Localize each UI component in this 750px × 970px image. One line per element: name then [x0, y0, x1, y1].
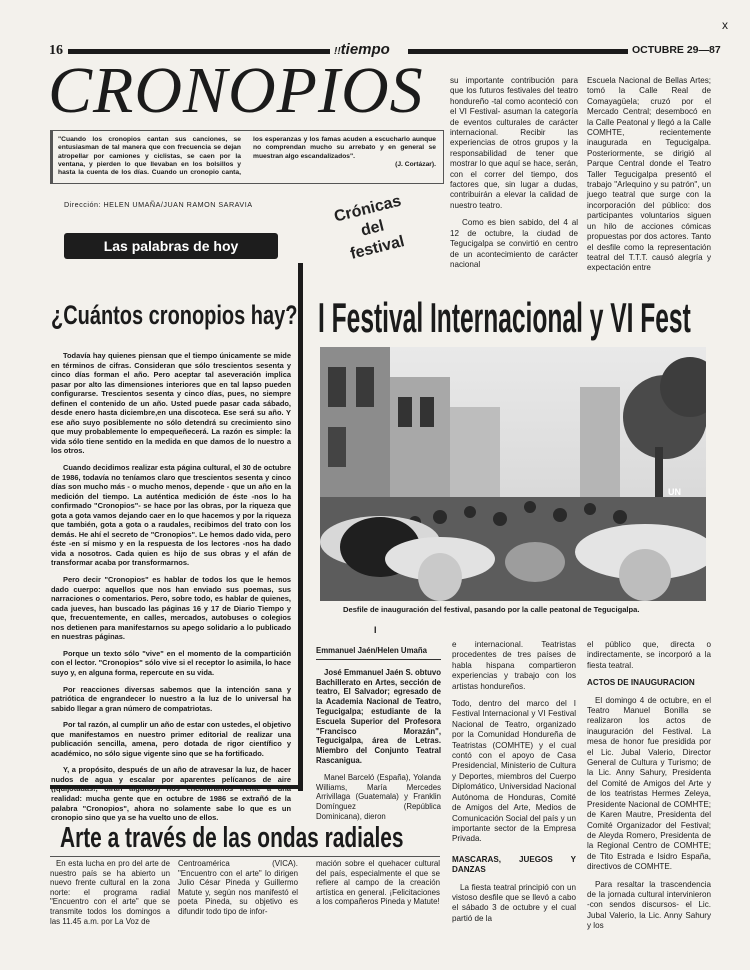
top-column-2	[587, 76, 711, 281]
festival-headline: I Festival Internacional y VI Fest	[318, 294, 691, 341]
festival-column-2-p2: Todo, dentro del marco del I Festival Internacional y VI Festival Nacional de Teatro, organizado por la Comunidad Hondureña de Teatristas (COMHTE) y el cual contó con el apoyo de Casa Presidencial, Ministerio de Cultura y Deportes, miembros del Cuerpo Diplomático, Universidad Nacional Autónoma de Honduras, Comité de Amigos del Arte, Medios de Comunicación Social del país y un importante sector de la Empresa Privada.	[452, 699, 576, 844]
epigraph-author: (J. Cortázar).	[395, 160, 436, 168]
editorial-p6: Por tal razón, al cumplir un año de estar con ustedes, el objetivo que manifestamos en nuestro primer editorial de realizar una publicación sencilla, amena, pero dotada de rigor científico y académico, no sólo sigue vigente sino que se ha fortificado.	[51, 720, 291, 758]
top-column-1-p1: su importante contribución para que los futuros festivales del teatro hondureño -tal como aconteció con el VI Festival- asuman la categoría de eventos culturales de carácter internacional. Recibir las experiencias de otros grupos y la responsabilidad de tener que mostrar lo que aquí se hace, serán, con el correr del tiempo, dos factores que, sin lugar a dudas, contribuirán a elevar la calidad de nuestro teatro.	[450, 76, 578, 210]
festival-photo-image	[320, 347, 706, 601]
festival-column-2	[452, 640, 576, 931]
editorial-headline: ¿Cuántos cronopios hay?	[51, 300, 298, 330]
festival-column-3	[587, 640, 711, 939]
epigraph-quote: "Cuando los cronopios cantan sus canciones, se entusiasman de tal manera que con frecuencia se dejan atropellar por camiones y ciclistas, se caen por la ventana, y pierden lo que llevaban en los bolsillos y hasta la cuenta de los días. Cuando un cronopio canta, los esperanzas y los famas acuden a escucharlo aunque no comprendan mucho su arrebato y en general se muestran algo escandalizados".	[58, 136, 436, 177]
editorial-p2: Cuando decidimos realizar esta página cultural, el 30 de octubre de 1986, todavía no teníamos claro que trescientos sesenta y cinco días son mucho más - o mucho menos, depende - que un año en la medición del tiempo. La auténtica medición de éste -nos lo ha confirmado "Cronopios"- se hace por las obras, por la riqueza que gota a gota vamos dejando caer en lo que hacemos y por la riqueza que también, gota a gota o a raudales, recibimos del trato con los demás. He ahí el secreto de "Cronopios". Le hemos dado vida, pero éste -en sí mismo y en la respuesta de los lectores -nos ha dado vida a nosotros. Cada quien es hijo de sus obras y el afán de transformar acaba por transformarnos.	[51, 463, 291, 568]
radio-column-2-text: Centroamérica (VICA). "Encuentro con el arte" lo dirigen Julio César Pineda y Guillermo Matute y, según nos manifestó el poeta Pineda, su objetivo es difundir todo tipo de infor-	[178, 859, 298, 916]
corner-mark: x	[722, 18, 728, 32]
festival-column-1-tail: Manel Barceló (España), Yolanda Williams, María Mercedes Arrivillaga (Guatemala) y Franklin Domínguez (República Dominicana), dieron	[316, 772, 441, 821]
festival-photo	[320, 347, 706, 601]
header-rule-right	[408, 49, 628, 54]
editorial-p1: Todavía hay quienes piensan que el tiempo únicamente se mide en términos de cifras. Consideran que sólo trescientos sesenta y cinco días forman el año. Pero aceptar tal aseveración implica pasar por alto las dimensiones interiores que en tal lapso pueden configurarse. Trescientos sesenta y cinco días, pues, no siempre definen el contenido de un año. Usted puede pasar cada sábado, desde enero hasta diciembre,en una discoteca. Ese será su año. Y ese año suyo posiblemente no sólo detendrá su crecimiento sino que muy probablemente lo empequeñecerá. La razón es simple: la vida sólo tiene sentido en la medida en que damos de lo nuestro a los otros.	[51, 351, 291, 456]
radio-column-1-text: En esta lucha en pro del arte de nuestro país se ha abierto un nuevo frente cultural en la zona norte: el programa radial "Encuentro con el arte" que se transmite todos los domingos a las 11.45 a.m. por La Voz de	[50, 859, 170, 926]
festival-subhead-inauguracion: ACTOS DE INAUGURACION	[587, 678, 695, 688]
festival-column-3-p3: Para resaltar la trascendencia de la jornada cultural intervinieron -con sendos discursos- el Lic. Jubal Valerio, la Lic. Anny Sahury y los	[587, 879, 711, 931]
radio-headline: Arte a través de las ondas radiales	[60, 822, 404, 854]
festival-column-3-p1: el público que, directa o indirectamente, se incorporó a la fiesta teatral.	[587, 640, 711, 670]
festival-column-2-p1: e internacional. Teatristas procedentes de tres países de habla hispana compartieron experiencias y trabajo con los artistas hondureños.	[452, 640, 576, 691]
editorial-p4: Porque un texto sólo "vive" en el momento de la compartición con el lector. "Cronopios" sólo vive si el receptor lo asimila, lo hace suyo y, en alguna forma, repercute en su vida.	[51, 648, 291, 677]
cronicas-stamp-text: Crónicas del festival	[332, 192, 407, 263]
editorial-p7: Y, a propósito, después de un año de atravesar la luz, de hacer nudos de agua y escalar por aparentes pelícanos de aire (¡quijotadas!, dirán algunos) nos encontramos frente a una realidad: mucha gente que en octubre de 1986 se extrañó de la palabra "Cronopios", ahora no solamente sabe lo que es un cronopio sino que ya se ha vuelto uno de ellos.	[51, 765, 291, 823]
section-banner	[64, 233, 278, 259]
festival-bio: José Emmanuel Jaén S. obtuvo Bachillerato en Artes, sección de teatro, El Salvador; egresado de la Academia Nacional de Teatro, Tegucigalpa; estudiante de la Escuela Superior del Profesora "Francisco Morazán", Tegucigalpa, área de Letras. Miembro del Conjunto Teatral Rascaniguа.	[316, 667, 441, 765]
newspaper-logo-mark: !!	[334, 46, 341, 57]
section-banner-label: Las palabras de hoy	[103, 238, 239, 254]
page-number: 16	[49, 43, 63, 58]
radio-column-2	[178, 859, 298, 924]
header-date: OCTUBRE 29—87	[632, 44, 721, 56]
radio-column-3	[316, 859, 440, 914]
festival-column-3-p2: El domingo 4 de octubre, en el Teatro Manuel Bonilla se realizaron los actos de inauguración del Festival. La mesa de honor fue presidida por el Lic. Jubal Valerio, Director General de Cultura y Turismo; de la Lic. Anny Sahury, Presidenta del Comité de Amigos del Arte y de los teatristas Hermes Zeleya, Presidente Nacional de COMHTE; de Karen Mautre, Presidenta del Comité Organizador del Festival; de Aleyda Romero, Presidenta de la Regional Centro de COMHTE; de Tito Estrada e Isidro España, directivos de COMHTE.	[587, 695, 711, 872]
radio-column-3-text: mación sobre el quehacer cultural del país, especialmente el que se refiere al campo de la creación artística en general. ¡Felicitaciones a los compañeros Pineda y Matute!	[316, 859, 440, 907]
editorial-p3: Pero decir "Cronopios" es hablar de todos los que le hemos dado cuerpo: aquellos que nos han enviado sus poemas, sus narraciones o comentarios. Pero, sobre todo, es hablar de quienes, cada jueves, han buscado las páginas 16 y 17 de Diario Tiempo y que, frecuentemente, en calles, mercados, autobuses o colegios nos detienen para manifestarnos su apego solidario a lo publicado en nuestras páginas.	[51, 575, 291, 642]
roman-numeral: I	[374, 625, 377, 635]
festival-subhead-masks: MASCARAS, JUEGOS Y DANZAS	[452, 854, 576, 875]
section-direction: Dirección: HELEN UMAÑA/JUAN RAMON SARAVIA	[64, 200, 253, 209]
cronicas-stamp	[312, 185, 444, 291]
epigraph-text	[58, 136, 436, 177]
newspaper-name-text: tiempo	[340, 41, 390, 58]
top-column-2-p1: Escuela Nacional de Bellas Artes; tomó la Calle Real de Comayagüela; cruzó por el Mercado Central; desembocó en la Calle Peatonal y llegó a la Calle COMHTE, recientemente inaugurada en Tegucigalpa. Posteriormente, se dirigió al Parque Central donde el Teatro Taller Tegucigalpa presentó el trabajo "Arlequino y su patrón", un juego teatral que surge con la incorporación del público: dos participantes voluntarios siguen un hilo de acciones cómicas propuestas por dos actores. Tanto el desfile como la representación teatral del T.T.T. causó alegría y expectación entre	[587, 76, 711, 273]
radio-rule	[50, 856, 440, 857]
festival-column-2-p3: La fiesta teatral principió con un vistoso desfile que se llevó a cabo el sábado 3 de octubre y el cual partió de la	[452, 882, 576, 923]
radio-column-1	[50, 859, 170, 933]
section-title: CRONOPIOS	[48, 54, 424, 127]
top-column-1-p2: Como es bien sabido, del 4 al 12 de octubre, la ciudad de Tegucigalpa se convirtió en centro de un acontecimiento de carácter nacional	[450, 218, 578, 269]
photo-caption: Desfile de inauguración del festival, pasando por la calle peatonal de Tegucigalpa.	[343, 605, 640, 614]
editorial-p5: Por reacciones diversas sabemos que la intención sana y patriótica de engrandecer lo nuestro a la luz de lo universal ha sabido llegar a gran número de compatriotas.	[51, 684, 291, 713]
editorial-body	[51, 351, 291, 830]
festival-byline: Emmanuel Jaén/Helen Umaña	[316, 646, 441, 660]
festival-column-1	[316, 646, 441, 829]
editorial-rule-right	[298, 263, 303, 791]
top-column-1	[450, 76, 578, 277]
photo-mark: UN	[668, 487, 681, 497]
